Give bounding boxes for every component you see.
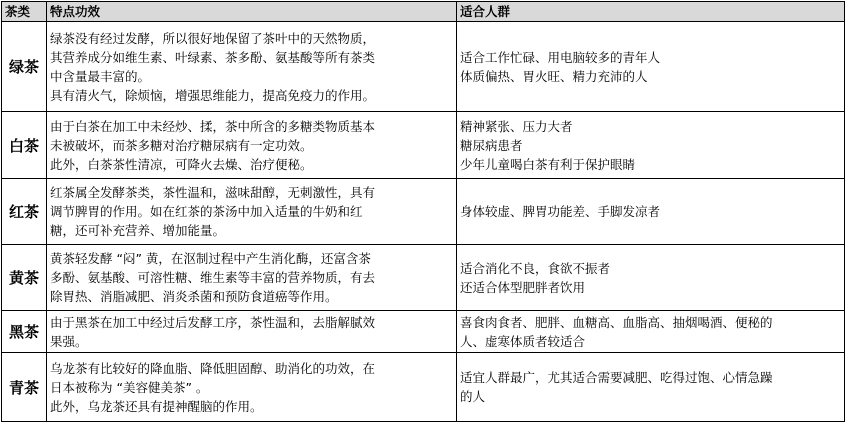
- table-row: [2, 311, 845, 353]
- feature-line: 日本被称为 “美容健美茶” 。: [50, 379, 209, 395]
- features-cell: [47, 112, 457, 179]
- feature-line: 多酚、氨基酸、可溶性糖、维生素等丰富的营养物质，有去: [50, 270, 376, 285]
- suitable-line: 少年儿童喝白茶有利于保护眼睛: [460, 156, 636, 172]
- feature-line: 中含量最丰富的。: [50, 68, 151, 84]
- suitable-cell: [457, 112, 845, 179]
- suitable-cell: [457, 245, 845, 311]
- features-cell: [47, 179, 457, 245]
- suitable-cell: [457, 179, 845, 245]
- tea-type-cell: 黑茶: [2, 311, 47, 353]
- feature-line: 由于黑茶在加工中经过后发酵工序，茶性温和，去脂解腻效: [50, 314, 376, 330]
- feature-line: 糖，还可补充营养、增加能量。: [50, 223, 226, 238]
- suitable-line: 人、虚寒体质者较适合: [460, 333, 586, 349]
- tea-type-cell: 青茶: [2, 353, 47, 422]
- suitable-line: 适宜人群最广，尤其适合需要减肥、吃得过饱、心情急躁: [460, 370, 773, 385]
- table-row: [2, 179, 845, 245]
- suitable-line: 还适合体型肥胖者饮用: [460, 279, 586, 295]
- header-tea-type: 茶类: [2, 2, 47, 22]
- feature-line: 红茶属全发酵茶类，茶性温和，滋味甜醇，无刺激性，具有: [50, 185, 376, 200]
- suitable-cell: [457, 353, 845, 422]
- feature-line: 除胃热、消脂减肥、消炎杀菌和预防食道癌等作用。: [50, 289, 338, 304]
- table-row: [2, 22, 845, 112]
- features-cell: [47, 22, 457, 112]
- feature-line: 黄茶轻发酵 “闷” 黄，在沤制过程中产生消化酶，还富含茶: [50, 251, 371, 266]
- features-cell: [47, 245, 457, 311]
- tea-table-container: [1, 1, 845, 422]
- suitable-line: 适合消化不良，食欲不振者: [460, 260, 611, 276]
- feature-line: 由于白茶在加工中未经炒、揉，茶中所含的多糖类物质基本: [50, 118, 376, 134]
- features-cell: [47, 311, 457, 353]
- feature-line: 绿茶没有经过发酵，所以很好地保留了茶叶中的天然物质，: [50, 30, 376, 46]
- suitable-cell: [457, 311, 845, 353]
- feature-line: 其营养成分如维生素、叶绿素、茶多酚、氨基酸等所有茶类: [50, 49, 376, 65]
- table-row: [2, 112, 845, 179]
- feature-line: 乌龙茶有比较好的降血脂、降低胆固醇、助消化的功效，在: [50, 360, 376, 376]
- tea-type-cell: 黄茶: [2, 245, 47, 311]
- table-header-row: [2, 2, 845, 22]
- suitable-line: 喜食肉食者、肥胖、血糖高、血脂高、抽烟喝酒、便秘的: [460, 314, 773, 330]
- suitable-cell: [457, 22, 845, 112]
- table-row: [2, 353, 845, 422]
- header-suitable-people: 适合人群: [457, 2, 845, 22]
- suitable-line: 精神紧张、压力大者: [460, 118, 573, 134]
- suitable-line: 身体较虚、脾胃功能差、手脚发凉者: [460, 204, 661, 219]
- tea-comparison-table: [1, 1, 845, 422]
- feature-line: 此外，乌龙茶还具有提神醒脑的作用。: [50, 398, 263, 414]
- tea-type-cell: 红茶: [2, 179, 47, 245]
- feature-line: 果强。: [50, 333, 88, 349]
- table-row: [2, 245, 845, 311]
- feature-line: 未被破坏，而茶多糖对治疗糖尿病有一定功效。: [50, 137, 313, 153]
- feature-line: 具有清火气，除烦恼，增强思维能力，提高免疫力的作用。: [50, 87, 376, 103]
- feature-line: 此外，白茶茶性清凉，可降火去燥、治疗便秘。: [50, 156, 313, 172]
- suitable-line: 糖尿病患者: [460, 137, 523, 153]
- tea-type-cell: 白茶: [2, 112, 47, 179]
- features-cell: [47, 353, 457, 422]
- suitable-line: 适合工作忙碌、用电脑较多的青年人: [460, 49, 661, 65]
- suitable-line: 体质偏热、胃火旺、精力充沛的人: [460, 68, 648, 84]
- header-features: 特点功效: [47, 2, 457, 22]
- tea-type-cell: 绿茶: [2, 22, 47, 112]
- feature-line: 调节脾胃的作用。如在红茶的茶汤中加入适量的牛奶和红: [50, 204, 363, 219]
- suitable-line: 的人: [460, 389, 486, 404]
